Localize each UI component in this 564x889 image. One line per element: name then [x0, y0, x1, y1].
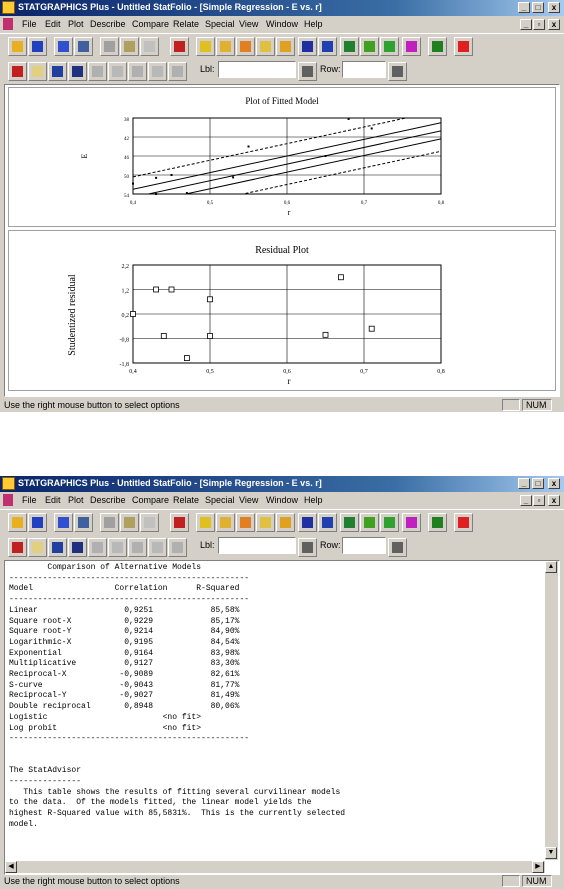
distribution-icon	[406, 517, 417, 528]
binoculars-icon	[392, 542, 403, 553]
y-tick-label: 50	[124, 175, 129, 180]
data-point	[325, 155, 327, 157]
num-lock-indicator: NUM	[526, 400, 547, 410]
plot-title: Plot of Fitted Model	[245, 96, 319, 106]
menu-plot[interactable]: Plot	[68, 495, 84, 505]
copy-icon	[124, 517, 135, 528]
y-tick-label: -1,8	[119, 362, 129, 368]
data-point	[132, 183, 134, 185]
row-field-caption: Row:	[320, 540, 341, 550]
tool-button-5[interactable]	[276, 37, 295, 56]
data-point	[371, 127, 373, 129]
report-text-area[interactable]	[5, 561, 543, 861]
x-tick-label: 0,5	[206, 201, 214, 206]
peak-icon	[322, 517, 333, 528]
x-tick-label: 0,4	[129, 201, 137, 206]
mdi-close-button[interactable]: x	[548, 19, 560, 30]
menu-view[interactable]: View	[239, 19, 259, 29]
report-line: S-curve -0,9043 81,77%	[9, 680, 240, 690]
statadvisor-button[interactable]	[428, 37, 447, 56]
x-tick-label: 0,7	[360, 369, 368, 375]
datasheet-button[interactable]	[54, 513, 73, 532]
save-button[interactable]	[28, 513, 47, 532]
row-field-caption: Row:	[320, 64, 341, 74]
move-icon	[112, 66, 123, 77]
report-line: Square root-X 0,9229 85,17%	[9, 616, 240, 626]
text-pane-icon	[32, 542, 43, 553]
statgraphics-app-icon[interactable]	[2, 477, 15, 490]
fitted-model-panel[interactable]	[8, 87, 556, 227]
mdi-minimize-button[interactable]: _	[520, 19, 532, 30]
status-text: Use the right mouse button to select options	[4, 876, 180, 886]
menu-bar	[0, 492, 564, 508]
minimize-button[interactable]: _	[518, 478, 530, 489]
menu-bar	[0, 16, 564, 32]
rotate-button[interactable]	[148, 62, 167, 81]
menu-special[interactable]: Special	[205, 495, 235, 505]
tables-button[interactable]	[68, 538, 87, 557]
line-chart-icon	[344, 41, 355, 52]
row-input[interactable]	[342, 61, 386, 78]
report-line: Exponential 0,9164 83,98%	[9, 648, 240, 658]
menu-help[interactable]: Help	[304, 19, 323, 29]
mdi-minimize-button[interactable]: _	[520, 495, 532, 506]
data-point	[369, 326, 374, 331]
report-line: to the data. Of the models fitted, the linear model yields the	[9, 798, 312, 808]
status-bar	[0, 398, 564, 412]
statfolio-button[interactable]	[74, 513, 93, 532]
report-line: Logarithmic-X 0,9195 84,54%	[9, 637, 240, 647]
distribution-icon	[406, 41, 417, 52]
menu-window[interactable]: Window	[266, 19, 299, 29]
tool-button-4[interactable]	[256, 37, 275, 56]
paste-icon	[144, 517, 155, 528]
datasheet-icon	[58, 41, 69, 52]
y-tick-label: 54	[124, 194, 129, 199]
x-axis-label: r	[287, 208, 291, 217]
print-button[interactable]	[170, 37, 189, 56]
maximize-button[interactable]: □	[532, 478, 544, 489]
scissors-icon	[104, 517, 115, 528]
analysis-icon	[12, 66, 23, 77]
window-title: STATGRAPHICS Plus - Untitled StatFolio - [Simple Regression - E vs. r]	[18, 478, 322, 488]
close-button[interactable]: x	[548, 478, 560, 489]
move-icon	[112, 542, 123, 553]
wave-icon	[302, 41, 313, 52]
main-toolbar	[0, 33, 564, 60]
app-window-report	[0, 476, 564, 889]
tool-button-1[interactable]	[196, 513, 215, 532]
statfolio-icon	[78, 41, 89, 52]
data-point	[155, 193, 157, 195]
residual-plot-panel[interactable]	[8, 230, 556, 391]
scroll-up-arrow-icon[interactable]: ▲	[545, 561, 557, 573]
report-line: Linear 0,9251 85,58%	[9, 605, 240, 615]
question-mark-icon	[458, 41, 469, 52]
tool-button-1[interactable]	[196, 37, 215, 56]
graph-pane-icon	[52, 66, 63, 77]
copy-button[interactable]	[120, 513, 139, 532]
find-label-button[interactable]	[298, 538, 317, 557]
menu-file[interactable]: File	[22, 495, 37, 505]
vertical-scrollbar[interactable]	[545, 561, 558, 860]
title-bar[interactable]	[0, 476, 564, 492]
report-line: --------------------------------------------------	[9, 573, 250, 583]
data-point	[155, 177, 157, 179]
save-button[interactable]	[28, 37, 47, 56]
tool-button-8[interactable]	[340, 37, 359, 56]
data-point	[184, 356, 189, 361]
report-line: Double reciprocal 0,8948 80,06%	[9, 702, 240, 712]
paste-button[interactable]	[140, 513, 159, 532]
analysis-icon	[12, 542, 23, 553]
y-axis-label: Studentized residual	[67, 274, 78, 356]
data-point	[131, 312, 136, 317]
datasheet-icon	[58, 517, 69, 528]
wave-icon	[302, 517, 313, 528]
report-line: Log probit <no fit>	[9, 723, 202, 733]
fitted-model-chart	[9, 88, 555, 226]
document-icon[interactable]	[3, 18, 13, 30]
tables-icon	[72, 66, 83, 77]
copy-button[interactable]	[120, 37, 139, 56]
analysis-button[interactable]	[8, 538, 27, 557]
menu-view[interactable]: View	[239, 495, 259, 505]
analysis-button[interactable]	[8, 62, 27, 81]
tables-button[interactable]	[68, 62, 87, 81]
report-line: highest R-Squared value with 85,5831%. This is the currently selected	[9, 809, 346, 819]
scissors-icon	[104, 41, 115, 52]
cut-button[interactable]	[100, 513, 119, 532]
control-chart-icon	[384, 517, 395, 528]
report-line: Square root-Y 0,9214 84,90%	[9, 627, 240, 637]
x-tick-label: 0,4	[129, 369, 137, 375]
status-panel-empty	[502, 399, 520, 411]
x-tick-label: 0,7	[360, 201, 368, 206]
status-text: Use the right mouse button to select options	[4, 400, 180, 410]
axis-icon	[172, 66, 183, 77]
help-button[interactable]	[454, 513, 473, 532]
x-tick-label: 0,5	[206, 369, 214, 375]
data-point	[169, 287, 174, 292]
y-tick-label: -0,8	[119, 337, 129, 344]
data-point	[154, 287, 159, 292]
status-bar	[0, 874, 564, 888]
tool-button-3[interactable]	[236, 513, 255, 532]
data-point	[186, 192, 188, 194]
tool-button-5[interactable]	[276, 513, 295, 532]
zoom-icon	[132, 66, 143, 77]
menu-relate[interactable]: Relate	[173, 19, 200, 29]
cut-button[interactable]	[100, 37, 119, 56]
move-button[interactable]	[108, 62, 127, 81]
find-label-button[interactable]	[298, 62, 317, 81]
report-line: Model Correlation R-Squared	[9, 584, 240, 594]
menu-plot[interactable]: Plot	[68, 19, 84, 29]
tool-button-6[interactable]	[298, 513, 317, 532]
report-line: Multiplicative 0,9127 83,30%	[9, 659, 240, 669]
report-line: --------------------------------------------------	[9, 595, 250, 605]
data-point	[338, 275, 343, 280]
graph-options-icon	[92, 542, 103, 553]
binoculars-icon	[302, 66, 313, 77]
rotate-icon	[152, 66, 163, 77]
statadvisor-icon	[432, 41, 443, 52]
peak-icon	[322, 41, 333, 52]
graph-options-button[interactable]	[88, 538, 107, 557]
y-tick-label: 42	[124, 137, 129, 142]
control-chart-icon	[384, 41, 395, 52]
zoom-button[interactable]	[128, 62, 147, 81]
data-point	[323, 332, 328, 337]
document-icon[interactable]	[3, 494, 13, 506]
tool-button-10[interactable]	[380, 37, 399, 56]
report-line: model.	[9, 819, 38, 829]
scatter-icon	[260, 41, 271, 52]
tool-button-7[interactable]	[318, 513, 337, 532]
x-tick-label: 0,6	[283, 369, 291, 375]
tool-button-2[interactable]	[216, 37, 235, 56]
copy-icon	[124, 41, 135, 52]
axis-button[interactable]	[168, 538, 187, 557]
x-tick-label: 0,6	[283, 201, 291, 206]
binoculars-icon	[302, 542, 313, 553]
data-point	[171, 174, 173, 176]
line-chart-icon	[344, 517, 355, 528]
x-tick-label: 0,8	[437, 369, 445, 375]
maximize-button[interactable]: □	[532, 2, 544, 13]
tool-button-11[interactable]	[402, 37, 421, 56]
minimize-button[interactable]: _	[518, 2, 530, 13]
report-line: Reciprocal-X -0,9089 82,61%	[9, 670, 240, 679]
horizontal-scrollbar[interactable]	[5, 861, 545, 873]
data-point	[208, 334, 213, 339]
table-icon	[220, 517, 231, 528]
label-field-caption: Lbl:	[200, 64, 215, 74]
text-pane-button[interactable]	[28, 538, 47, 557]
question-mark-icon	[458, 517, 469, 528]
residual-chart	[9, 231, 555, 390]
graph-options-button[interactable]	[88, 62, 107, 81]
crosshair-icon	[364, 517, 375, 528]
status-panel-empty	[502, 875, 520, 887]
mdi-restore-button[interactable]: ▫	[533, 495, 545, 506]
tool-button-8[interactable]	[340, 513, 359, 532]
save-icon	[32, 517, 43, 528]
graph-pane-button[interactable]	[48, 62, 67, 81]
paste-button[interactable]	[140, 37, 159, 56]
open-folder-icon	[12, 517, 23, 528]
label-field-caption: Lbl:	[200, 540, 215, 550]
report-line: Logistic <no fit>	[9, 712, 202, 722]
y-tick-label: 46	[124, 156, 129, 161]
y-tick-label: 38	[124, 118, 129, 123]
graph-options-icon	[92, 66, 103, 77]
app-window-plots	[0, 0, 564, 412]
crosshair-icon	[364, 41, 375, 52]
statadvisor-icon	[432, 517, 443, 528]
y-tick-label: 0,2	[121, 313, 129, 319]
grid-icon	[280, 41, 291, 52]
statfolio-button[interactable]	[74, 37, 93, 56]
report-line: Reciprocal-Y -0,9027 81,49%	[9, 691, 240, 701]
menu-window[interactable]: Window	[266, 495, 299, 505]
x-axis-label: r	[287, 376, 291, 386]
scroll-down-arrow-icon[interactable]: ▼	[545, 847, 557, 859]
tool-button-6[interactable]	[298, 37, 317, 56]
help-button[interactable]	[454, 37, 473, 56]
scroll-left-arrow-icon[interactable]: ◀	[5, 861, 17, 873]
scatter-icon	[260, 517, 271, 528]
tool-button-7[interactable]	[318, 37, 337, 56]
menu-file[interactable]: File	[22, 19, 37, 29]
summary-icon	[200, 41, 211, 52]
axis-button[interactable]	[168, 62, 187, 81]
open-folder-button[interactable]	[8, 513, 27, 532]
print-button[interactable]	[170, 513, 189, 532]
find-row-button[interactable]	[388, 62, 407, 81]
statadvisor-button[interactable]	[428, 513, 447, 532]
datasheet-button[interactable]	[54, 37, 73, 56]
label-input[interactable]	[218, 537, 296, 554]
row-input[interactable]	[342, 537, 386, 554]
histogram-icon	[240, 41, 251, 52]
scroll-right-arrow-icon[interactable]: ▶	[532, 861, 544, 873]
tool-button-3[interactable]	[236, 37, 255, 56]
axis-icon	[172, 542, 183, 553]
grid-icon	[280, 517, 291, 528]
data-point	[348, 118, 350, 120]
menu-edit[interactable]: Edit	[45, 495, 61, 505]
zoom-button[interactable]	[128, 538, 147, 557]
plot-title: Residual Plot	[255, 245, 309, 256]
main-toolbar	[0, 509, 564, 536]
rotate-button[interactable]	[148, 538, 167, 557]
tool-button-10[interactable]	[380, 513, 399, 532]
statgraphics-app-icon[interactable]	[2, 1, 15, 14]
paste-icon	[144, 41, 155, 52]
menu-describe[interactable]: Describe	[90, 19, 126, 29]
close-button[interactable]: x	[548, 2, 560, 13]
menu-special[interactable]: Special	[205, 19, 235, 29]
rotate-icon	[152, 542, 163, 553]
tool-button-4[interactable]	[256, 513, 275, 532]
table-icon	[220, 41, 231, 52]
menu-relate[interactable]: Relate	[173, 495, 200, 505]
tool-button-11[interactable]	[402, 513, 421, 532]
y-tick-label: 2,2	[121, 264, 129, 270]
open-folder-icon	[12, 41, 23, 52]
report-line: The StatAdvisor	[9, 766, 82, 776]
report-line: --------------------------------------------------	[9, 734, 250, 744]
tool-button-2[interactable]	[216, 513, 235, 532]
graph-pane-icon	[52, 542, 63, 553]
secondary-toolbar	[0, 535, 564, 559]
x-tick-label: 0,8	[437, 201, 445, 206]
y-axis-label: E	[80, 153, 89, 159]
label-input[interactable]	[218, 61, 296, 78]
text-pane-icon	[32, 66, 43, 77]
open-folder-button[interactable]	[8, 37, 27, 56]
menu-edit[interactable]: Edit	[45, 19, 61, 29]
menu-compare[interactable]: Compare	[132, 495, 170, 505]
data-point	[248, 146, 250, 148]
data-point	[208, 297, 213, 302]
report-pane	[4, 560, 560, 875]
menu-help[interactable]: Help	[304, 495, 323, 505]
window-title: STATGRAPHICS Plus - Untitled StatFolio - [Simple Regression - E vs. r]	[18, 2, 322, 12]
secondary-toolbar	[0, 59, 564, 83]
y-tick-label: 1,2	[121, 288, 129, 295]
menu-compare[interactable]: Compare	[132, 19, 170, 29]
data-point	[161, 334, 166, 339]
graphics-pane	[4, 84, 560, 397]
report-line: Comparison of Alternative Models	[9, 563, 202, 572]
report-line: This table shows the results of fitting several curvilinear models	[9, 787, 341, 797]
graph-pane-button[interactable]	[48, 538, 67, 557]
text-pane-button[interactable]	[28, 62, 47, 81]
print-icon	[174, 517, 185, 528]
tool-button-9[interactable]	[360, 37, 379, 56]
statfolio-icon	[78, 517, 89, 528]
binoculars-icon	[392, 66, 403, 77]
summary-icon	[200, 517, 211, 528]
find-row-button[interactable]	[388, 538, 407, 557]
print-icon	[174, 41, 185, 52]
num-lock-indicator: NUM	[526, 876, 547, 886]
save-icon	[32, 41, 43, 52]
histogram-icon	[240, 517, 251, 528]
report-line: ---------------	[9, 777, 82, 786]
data-point	[232, 176, 234, 178]
tool-button-9[interactable]	[360, 513, 379, 532]
zoom-icon	[132, 542, 143, 553]
tables-icon	[72, 542, 83, 553]
move-button[interactable]	[108, 538, 127, 557]
mdi-restore-button[interactable]: ▫	[533, 19, 545, 30]
mdi-close-button[interactable]: x	[548, 495, 560, 506]
title-bar[interactable]	[0, 0, 564, 16]
menu-describe[interactable]: Describe	[90, 495, 126, 505]
